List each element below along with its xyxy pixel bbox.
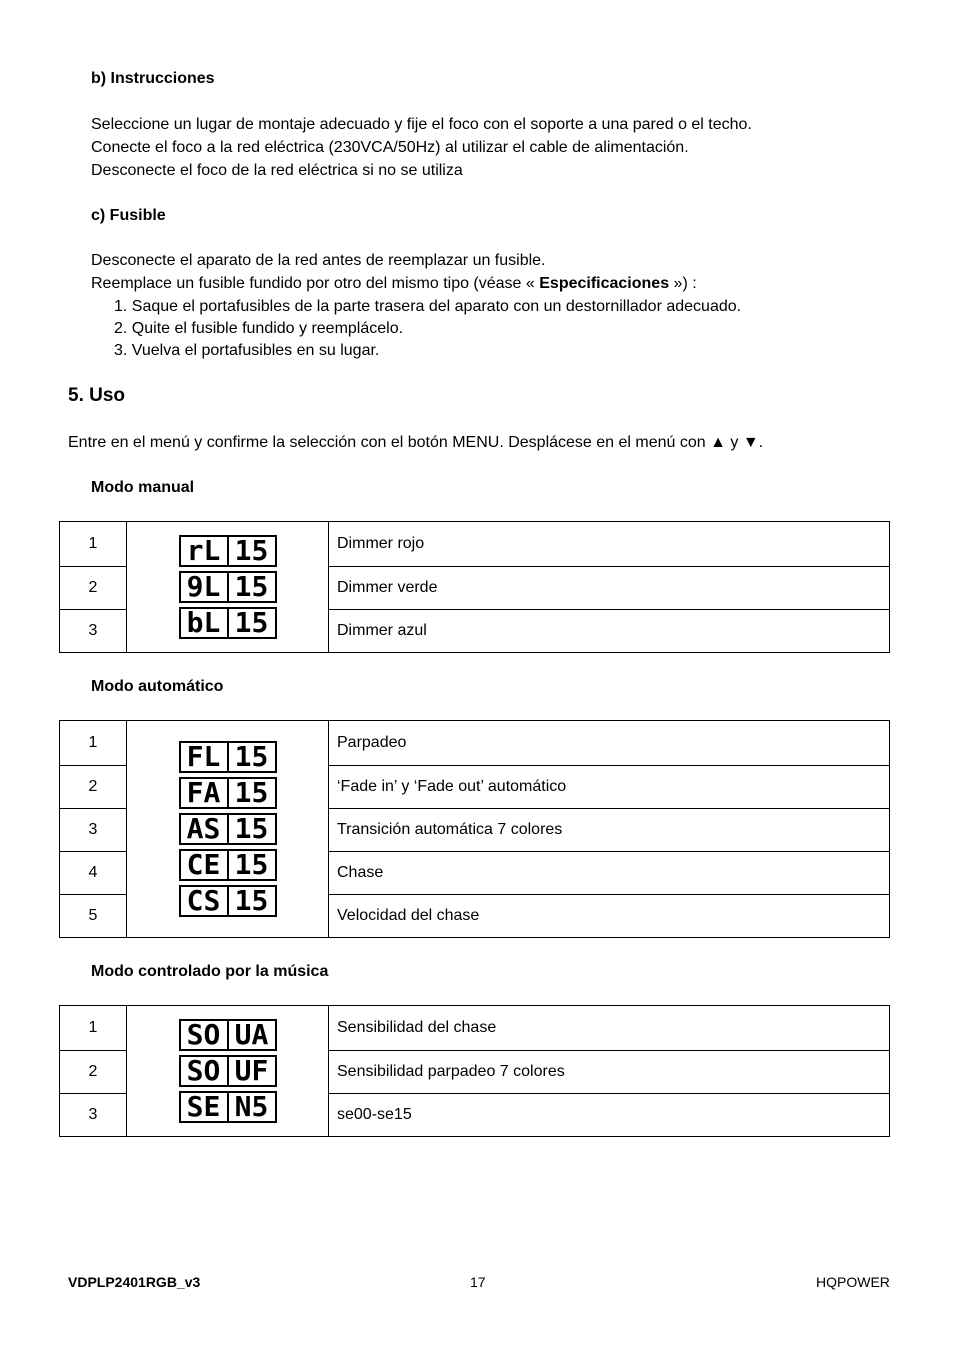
row-description: ‘Fade in’ y ‘Fade out’ automático [329,766,890,809]
footer-model: VDPLP2401RGB_v3 [68,1274,201,1290]
manual-mode-heading: Modo manual [91,479,195,496]
row-number: 3 [60,610,127,653]
fuse-line-2 [91,272,697,295]
lcd-left: FL [186,740,221,773]
music-mode-heading: Modo controlado por la música [91,963,329,980]
lcd-left: FA [186,776,221,809]
lcd-right: 15 [234,848,269,881]
lcd-display [179,813,277,845]
lcd-display [179,535,277,567]
lcd-right: 15 [234,570,269,603]
auto-mode-table [59,720,890,938]
lcd-display [179,571,277,603]
lcd-right: 15 [234,534,269,567]
fuse-line-2-post: ») : [669,275,697,292]
instruction-line-3: Desconecte el foco de la red eléctrica si no se utiliza [91,162,463,179]
auto-mode-heading: Modo automático [91,678,224,695]
row-number: 4 [60,852,127,895]
lcd-right: 15 [234,606,269,639]
lcd-right: 15 [234,812,269,845]
row-description: Sensibilidad parpadeo 7 colores [329,1051,890,1094]
row-number: 2 [60,766,127,809]
lcd-left: SO [186,1054,221,1087]
table-row [60,522,890,567]
row-number: 3 [60,809,127,852]
lcd-display [179,1091,277,1123]
row-number: 2 [60,1051,127,1094]
lcd-left: CE [186,848,221,881]
lcd-right: 15 [234,740,269,773]
row-description: Dimmer rojo [329,522,890,567]
lcd-display [179,885,277,917]
table-row [60,1006,890,1051]
display-cell [127,522,329,653]
manual-mode-table [59,521,890,653]
row-description: Sensibilidad del chase [329,1006,890,1051]
row-number: 3 [60,1094,127,1137]
row-description: Velocidad del chase [329,895,890,938]
section-b-heading: b) Instrucciones [91,70,215,87]
fuse-step-3: 3. Vuelva el portafusibles en su lugar. [114,342,380,359]
lcd-display [179,1019,277,1051]
fuse-step-2: 2. Quite el fusible fundido y reemplácelo. [114,320,404,337]
fuse-line-2-pre: Reemplace un fusible fundido por otro del mismo tipo (véase « [91,275,540,292]
row-description: Transición automática 7 colores [329,809,890,852]
music-mode-table [59,1005,890,1137]
lcd-right: UA [234,1018,269,1051]
lcd-display [179,849,277,881]
row-description: Chase [329,852,890,895]
row-description: Dimmer verde [329,567,890,610]
lcd-left: SO [186,1018,221,1051]
footer-brand: HQPOWER [816,1274,890,1290]
instruction-line-2: Conecte el foco a la red eléctrica (230VCA/50Hz) al utilizar el cable de alimentación. [91,139,689,156]
lcd-right: 15 [234,776,269,809]
row-description: Parpadeo [329,721,890,766]
lcd-left: 9L [186,570,221,603]
section-5-heading: 5. Uso [68,385,126,406]
row-description: se00-se15 [329,1094,890,1137]
lcd-left: AS [186,812,221,845]
footer-page-number: 17 [470,1274,486,1290]
row-number: 1 [60,721,127,766]
table-row [60,721,890,766]
row-number: 1 [60,522,127,567]
lcd-left: bL [186,606,221,639]
row-description: Dimmer azul [329,610,890,653]
specifications-ref: Especificaciones [539,275,670,292]
lcd-display [179,1055,277,1087]
lcd-left: rL [186,534,221,567]
row-number: 5 [60,895,127,938]
lcd-left: CS [186,884,221,917]
section-c-heading: c) Fusible [91,207,166,224]
instruction-line-1: Seleccione un lugar de montaje adecuado y fije el foco con el soporte a una pared o el techo. [91,116,752,133]
fuse-step-1: 1. Saque el portafusibles de la parte trasera del aparato con un destornillador adecuado. [114,298,742,315]
lcd-right: 15 [234,884,269,917]
lcd-right: N5 [234,1090,269,1123]
lcd-display [179,607,277,639]
display-cell [127,721,329,938]
row-number: 2 [60,567,127,610]
usage-intro: Entre en el menú y confirme la selección con el botón MENU. Desplácese en el menú con ▲ y ▼. [68,434,764,451]
lcd-right: UF [234,1054,269,1087]
display-cell [127,1006,329,1137]
row-number: 1 [60,1006,127,1051]
lcd-left: SE [186,1090,221,1123]
fuse-line-1: Desconecte el aparato de la red antes de reemplazar un fusible. [91,252,546,269]
lcd-display [179,777,277,809]
lcd-display [179,741,277,773]
